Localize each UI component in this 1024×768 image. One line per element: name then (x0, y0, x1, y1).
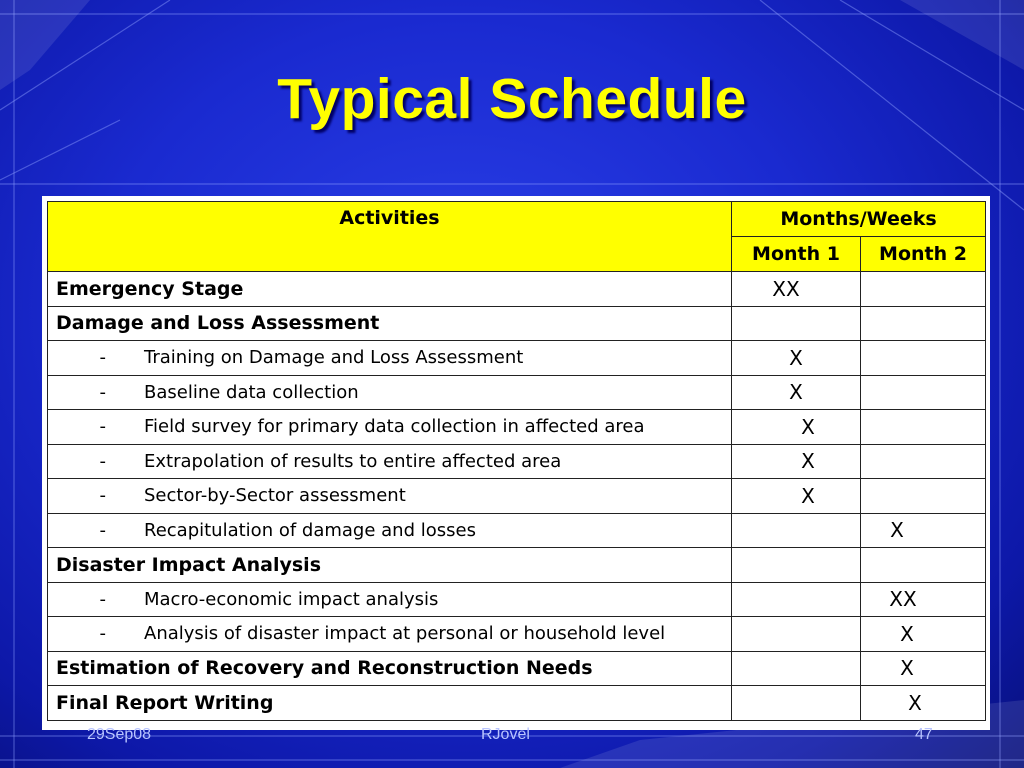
activity-subtask (48, 341, 732, 376)
activity-subtask (48, 479, 732, 514)
month-2-mark (861, 686, 986, 721)
bullet-dash: - (99, 347, 106, 369)
schedule-table-container (42, 196, 990, 730)
bullet-dash: - (99, 623, 106, 645)
month-1-mark (732, 306, 861, 341)
month-1-mark (732, 272, 861, 307)
activity-category: Disaster Impact Analysis (48, 548, 732, 583)
activity-label: Macro-economic impact analysis (144, 588, 439, 610)
table-row (48, 548, 986, 583)
schedule-mark: X (801, 483, 815, 508)
table-row (48, 272, 986, 307)
activity-label: Extrapolation of results to entire affected area (144, 450, 562, 472)
table-row (48, 410, 986, 445)
activity-subtask (48, 410, 732, 445)
schedule-mark: X (801, 414, 815, 439)
schedule-mark: X (789, 380, 803, 405)
month-2-mark (861, 272, 986, 307)
activity-subtask (48, 582, 732, 617)
month-1-mark (732, 444, 861, 479)
footer-author: RJovel (481, 726, 530, 743)
month-2-mark (861, 306, 986, 341)
schedule-mark: XX (889, 587, 917, 612)
schedule-mark: X (900, 621, 914, 646)
header-activities: Activities (48, 202, 732, 272)
bullet-dash: - (99, 450, 106, 472)
activity-category: Emergency Stage (48, 272, 732, 307)
schedule-table (47, 201, 986, 721)
table-row (48, 651, 986, 686)
activity-category: Damage and Loss Assessment (48, 306, 732, 341)
activity-subtask (48, 375, 732, 410)
month-1-mark (732, 651, 861, 686)
month-1-mark (732, 582, 861, 617)
bullet-dash: - (99, 485, 106, 507)
month-2-mark (861, 444, 986, 479)
month-2-mark (861, 617, 986, 652)
activity-category: Final Report Writing (48, 686, 732, 721)
schedule-mark: X (908, 690, 922, 715)
table-row (48, 444, 986, 479)
table-row (48, 375, 986, 410)
activity-label: Baseline data collection (144, 381, 359, 403)
activity-subtask (48, 513, 732, 548)
bullet-dash: - (99, 416, 106, 438)
slide-title: Typical Schedule (277, 67, 747, 131)
month-2-mark (861, 513, 986, 548)
table-row (48, 686, 986, 721)
header-months-weeks: Months/Weeks (732, 202, 986, 237)
month-1-mark (732, 341, 861, 376)
schedule-mark: X (801, 449, 815, 474)
month-2-mark (861, 479, 986, 514)
header-month-1: Month 1 (732, 237, 861, 272)
schedule-mark: X (789, 345, 803, 370)
month-1-mark (732, 617, 861, 652)
month-1-mark (732, 548, 861, 583)
month-2-mark (861, 341, 986, 376)
table-row (48, 341, 986, 376)
activity-label: Sector-by-Sector assessment (144, 485, 406, 507)
footer-date: 29Sep08 (87, 726, 152, 743)
header-month-2: Month 2 (861, 237, 986, 272)
month-1-mark (732, 686, 861, 721)
bullet-dash: - (99, 381, 106, 403)
footer-page-number: 47 (915, 726, 933, 743)
month-1-mark (732, 410, 861, 445)
schedule-mark: XX (772, 276, 800, 301)
activity-label: Analysis of disaster impact at personal or household level (144, 623, 666, 645)
activity-subtask (48, 444, 732, 479)
activity-label: Field survey for primary data collection in affected area (144, 416, 645, 438)
month-1-mark (732, 479, 861, 514)
month-1-mark (732, 375, 861, 410)
month-2-mark (861, 410, 986, 445)
schedule-mark: X (900, 656, 914, 681)
bullet-dash: - (99, 588, 106, 610)
table-row (48, 582, 986, 617)
month-2-mark (861, 375, 986, 410)
activity-label: Recapitulation of damage and losses (144, 519, 476, 541)
month-2-mark (861, 548, 986, 583)
bullet-dash: - (99, 519, 106, 541)
activity-subtask (48, 617, 732, 652)
schedule-mark: X (890, 518, 904, 543)
activity-category: Estimation of Recovery and Reconstruction Needs (48, 651, 732, 686)
table-row (48, 479, 986, 514)
month-2-mark (861, 651, 986, 686)
activity-label: Training on Damage and Loss Assessment (144, 347, 524, 369)
month-2-mark (861, 582, 986, 617)
table-row (48, 513, 986, 548)
table-row (48, 617, 986, 652)
schedule-rows (48, 272, 986, 721)
table-row (48, 306, 986, 341)
month-1-mark (732, 513, 861, 548)
